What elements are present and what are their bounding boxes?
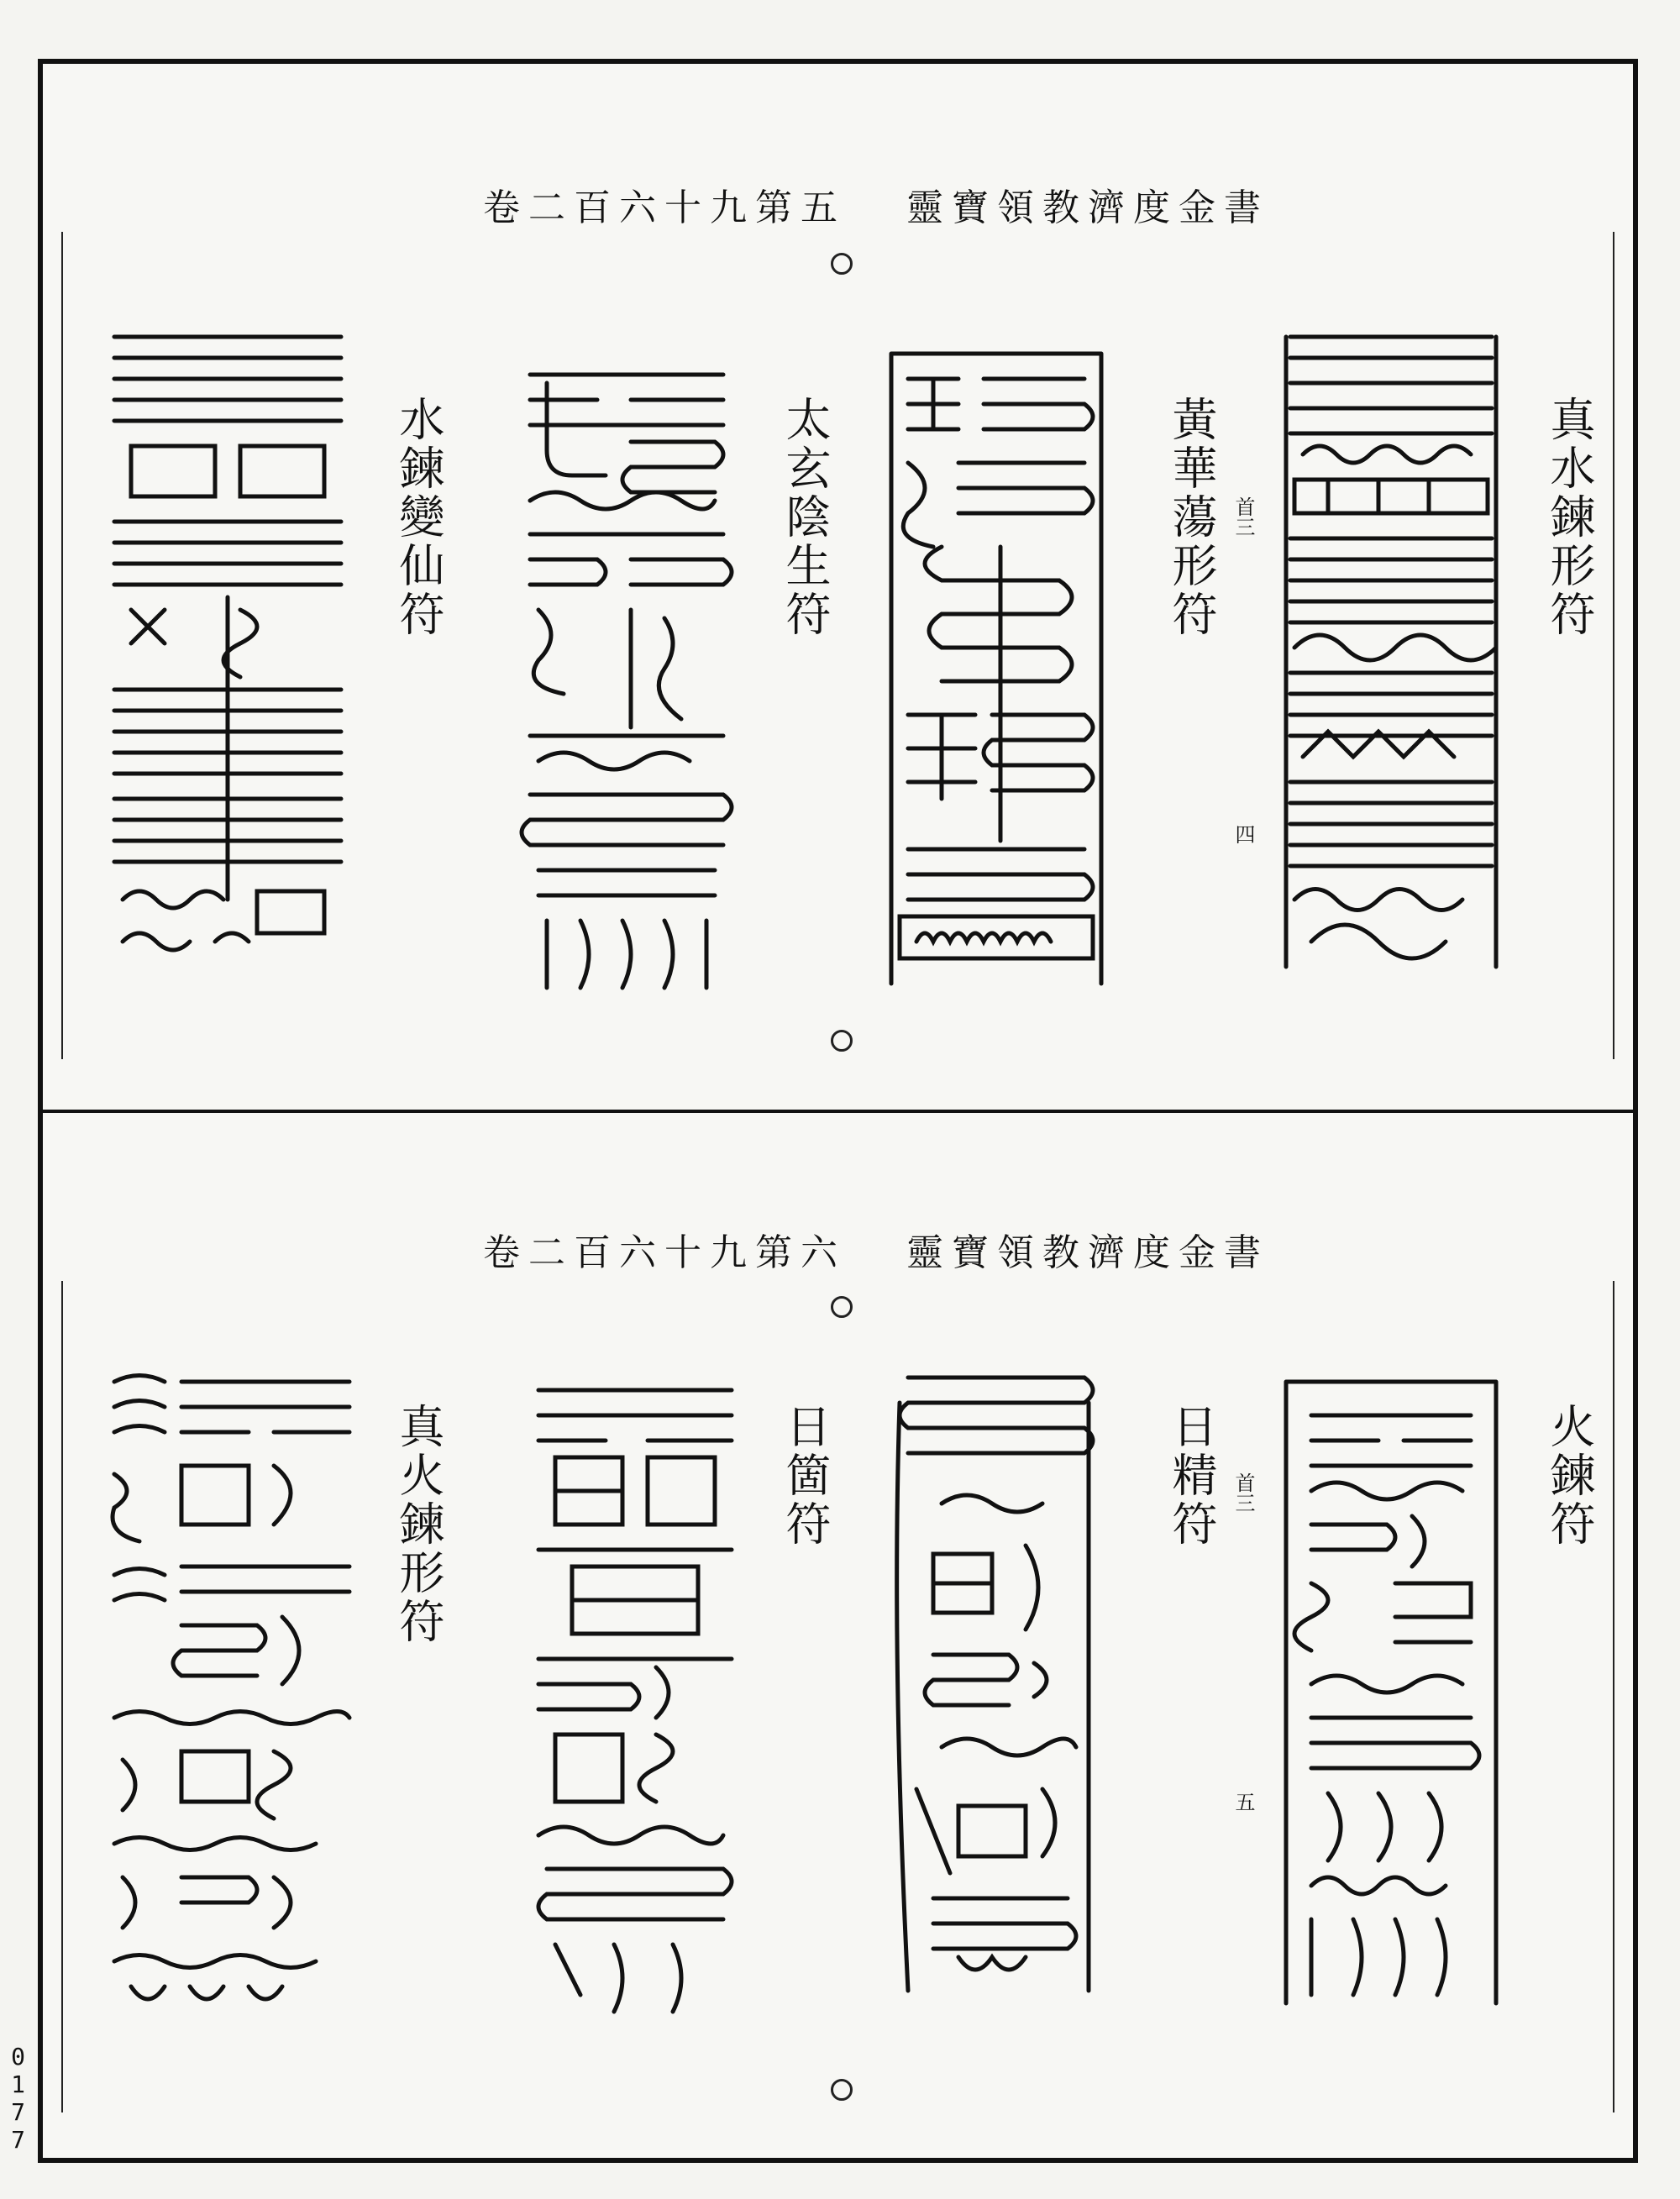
side-mark: 四 (1231, 824, 1255, 844)
bottom-header-title: 靈寶領教濟度金書 (906, 1231, 1269, 1274)
page-frame (38, 59, 1638, 2163)
charm-title: 水鍊變仙符 (392, 396, 445, 639)
charm-title: 日精符 (1165, 1403, 1218, 1549)
top-header-volume: 卷二百六十九第五 (483, 186, 846, 229)
talisman-drawing (1278, 1365, 1504, 2020)
binding-hole (831, 1030, 853, 1052)
side-mark: 五 (1231, 1792, 1255, 1812)
charm-title: 火鍊符 (1543, 1403, 1596, 1549)
charm-title: 黃華蕩形符 (1165, 396, 1218, 639)
top-running-header (463, 177, 1286, 231)
top-page (43, 64, 1633, 1113)
talisman-drawing (106, 320, 349, 992)
talisman-drawing (883, 1352, 1110, 2024)
talisman-drawing (106, 1365, 358, 2028)
charm-title: 日箇符 (779, 1403, 832, 1549)
page-number (3, 2043, 32, 2160)
bottom-header-volume: 卷二百六十九第六 (483, 1231, 846, 1274)
charm-title: 太玄陰生符 (779, 396, 832, 639)
talisman-drawing (522, 1365, 748, 2020)
binding-hole (831, 2079, 853, 2101)
charm-note: 首三 (1231, 496, 1255, 537)
charm-note: 首三 (1231, 1472, 1255, 1513)
bottom-running-header (463, 1222, 1286, 1276)
talisman-drawing (883, 328, 1110, 992)
charm-title: 真水鍊形符 (1543, 396, 1596, 639)
bottom-page (43, 1113, 1633, 2163)
talisman-drawing (513, 333, 740, 996)
page-number-text: 0177 (4, 2043, 32, 2154)
top-header-title: 靈寶領教濟度金書 (906, 186, 1269, 229)
binding-hole (831, 1296, 853, 1318)
talisman-drawing (1278, 320, 1504, 984)
binding-hole (831, 253, 853, 275)
charm-title: 真火鍊形符 (392, 1403, 445, 1646)
